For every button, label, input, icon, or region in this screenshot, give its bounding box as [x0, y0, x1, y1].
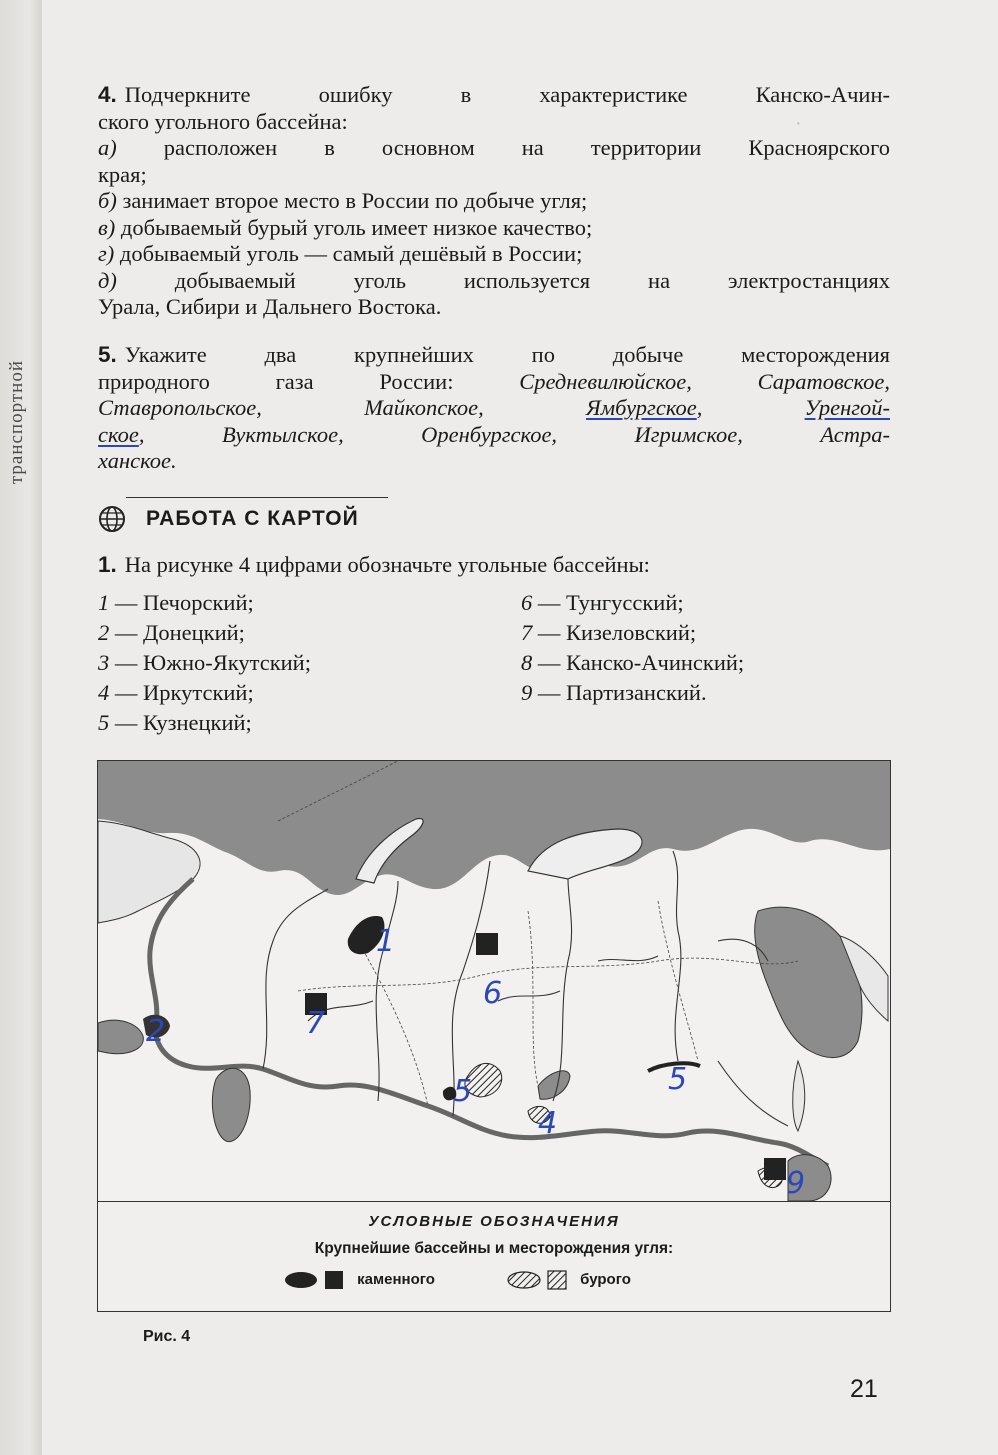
river — [263, 889, 328, 1069]
task-number: 1. — [98, 552, 117, 577]
underlined-answer: Ямбургское — [585, 395, 697, 420]
handwritten-label: 6 — [483, 976, 503, 1011]
black-sea — [98, 1020, 143, 1053]
river — [673, 851, 681, 1061]
item-name: — Иркутский; — [114, 680, 254, 705]
task-4 — [98, 82, 890, 321]
list-item — [521, 648, 744, 678]
brown-coal-symbol — [506, 1269, 576, 1291]
legend-brown-coal — [506, 1269, 631, 1291]
russian-border — [150, 879, 828, 1166]
option-text: добываемый уголь — самый дешёвый в России; — [119, 241, 583, 266]
tunguska-coal-marker — [476, 933, 498, 955]
option-text: добываемый бурый уголь имеет низкое качество; — [120, 214, 593, 240]
legend-brown-label: бурого — [580, 1270, 631, 1288]
legend-subtitle: Крупнейшие бассейны и месторождения угля: — [314, 1240, 674, 1257]
option-letter: б) — [98, 188, 117, 213]
list-item — [98, 588, 311, 618]
handwritten-label: 1 — [376, 924, 396, 959]
scandinavia — [98, 821, 200, 923]
option-letter: а) — [98, 135, 117, 160]
legend-hard-coal — [283, 1269, 435, 1291]
sea-of-okhotsk — [755, 907, 862, 1057]
map-task-text: На рисунке 4 цифрами обозначьте угольные бассейны: — [124, 552, 650, 577]
item-number: 1 — [98, 590, 110, 615]
book-binding — [0, 0, 42, 1455]
border-line — [358, 941, 428, 1106]
item-name: — Южно-Якутский; — [114, 650, 311, 675]
item-name: — Канско-Ачинский; — [537, 650, 745, 675]
border-line — [528, 911, 538, 1086]
caspian-sea — [212, 1068, 250, 1141]
task-number: 5. — [98, 342, 117, 367]
task-number: 4. — [98, 82, 117, 107]
task-4-line1: Подчеркните ошибку в характеристике Канско-Ачин- — [124, 82, 890, 107]
section-rule — [126, 497, 388, 498]
list-item — [521, 618, 744, 648]
task-5-line2: природного газа России: — [98, 368, 454, 394]
task-5 — [98, 342, 890, 475]
option-text: расположен в основном на территории Красноярского — [163, 135, 890, 160]
map-drawing — [98, 761, 890, 1201]
handwritten-label: 9 — [786, 1166, 806, 1201]
gas-fields: Ставропольское, Майкопское, — [98, 395, 484, 420]
globe-icon — [98, 505, 126, 533]
river — [376, 881, 398, 1101]
legend-hard-label: каменного — [357, 1270, 435, 1288]
item-name: — Партизанский. — [537, 680, 707, 705]
list-item — [521, 588, 744, 618]
underlined-answer: Уренгой- — [804, 395, 891, 420]
list-item — [98, 678, 311, 708]
option-text: добываемый уголь используется на электростанциях — [174, 267, 891, 293]
item-number: 3 — [98, 650, 110, 675]
task-4-line2: ского угольного бассейна: — [98, 108, 348, 134]
border-line — [658, 901, 698, 1061]
border-line — [298, 958, 798, 991]
underlined-answer: ское — [98, 421, 139, 447]
show-through: · — [795, 112, 802, 134]
gas-fields: ханское. — [98, 448, 177, 473]
item-name: — Печорский; — [114, 590, 254, 615]
item-number: 7 — [521, 620, 533, 645]
section-title: РАБОТА С КАРТОЙ — [146, 507, 359, 530]
river — [498, 991, 560, 1001]
option-text: края; — [98, 161, 147, 187]
lake-baikal — [538, 1071, 570, 1099]
item-name: — Кузнецкий; — [114, 710, 252, 735]
gas-fields: , Вуктылское, Оренбургское, Игримское, Астра- — [138, 421, 890, 447]
handwritten-label: 7 — [306, 1006, 326, 1041]
item-number: 4 — [98, 680, 110, 705]
handwritten-label: 2 — [146, 1014, 166, 1049]
list-item — [98, 708, 311, 738]
option-text: занимает второе место в России по добыче угля; — [122, 188, 588, 213]
legend-title: УСЛОВНЫЕ ОБОЗНАЧЕНИЯ — [368, 1213, 620, 1230]
item-name: — Донецкий; — [114, 620, 245, 645]
option-letter: г) — [98, 241, 115, 266]
river — [598, 956, 658, 961]
basin-list-right — [521, 588, 744, 708]
handwritten-label: 4 — [538, 1106, 558, 1141]
item-number: 5 — [98, 710, 110, 735]
river — [553, 879, 572, 1101]
item-number: 2 — [98, 620, 110, 645]
hard-coal-symbol — [283, 1269, 353, 1291]
river — [718, 1061, 788, 1126]
map-task-1 — [98, 552, 650, 578]
far-east-brown-coal — [758, 1167, 782, 1187]
comma: , — [696, 395, 703, 420]
option-text: Урала, Сибири и Дальнего Востока. — [98, 294, 442, 319]
spine-text: транспортной — [6, 360, 27, 485]
list-item — [98, 648, 311, 678]
item-number: 6 — [521, 590, 533, 615]
basin-list-left — [98, 588, 311, 738]
item-name: — Кизеловский; — [537, 620, 697, 645]
handwritten-label: 5 — [668, 1062, 688, 1097]
option-letter: в) — [98, 214, 116, 240]
russia-coal-map — [97, 760, 891, 1312]
gas-fields: Средневилюйское, Саратовское, — [519, 368, 890, 394]
handwritten-label: 5 — [453, 1074, 473, 1109]
option-letter: д) — [98, 267, 117, 293]
page-number: 21 — [850, 1375, 878, 1403]
task-5-line1: Укажите два крупнейших по добыче месторождения — [124, 342, 890, 367]
item-number: 8 — [521, 650, 533, 675]
item-number: 9 — [521, 680, 533, 705]
list-item — [98, 618, 311, 648]
figure-caption: Рис. 4 — [143, 1328, 191, 1345]
sakhalin — [793, 1061, 805, 1131]
item-name: — Тунгусский; — [537, 590, 684, 615]
arctic-ocean — [98, 761, 890, 895]
list-item — [521, 678, 744, 708]
section-header — [98, 497, 398, 537]
